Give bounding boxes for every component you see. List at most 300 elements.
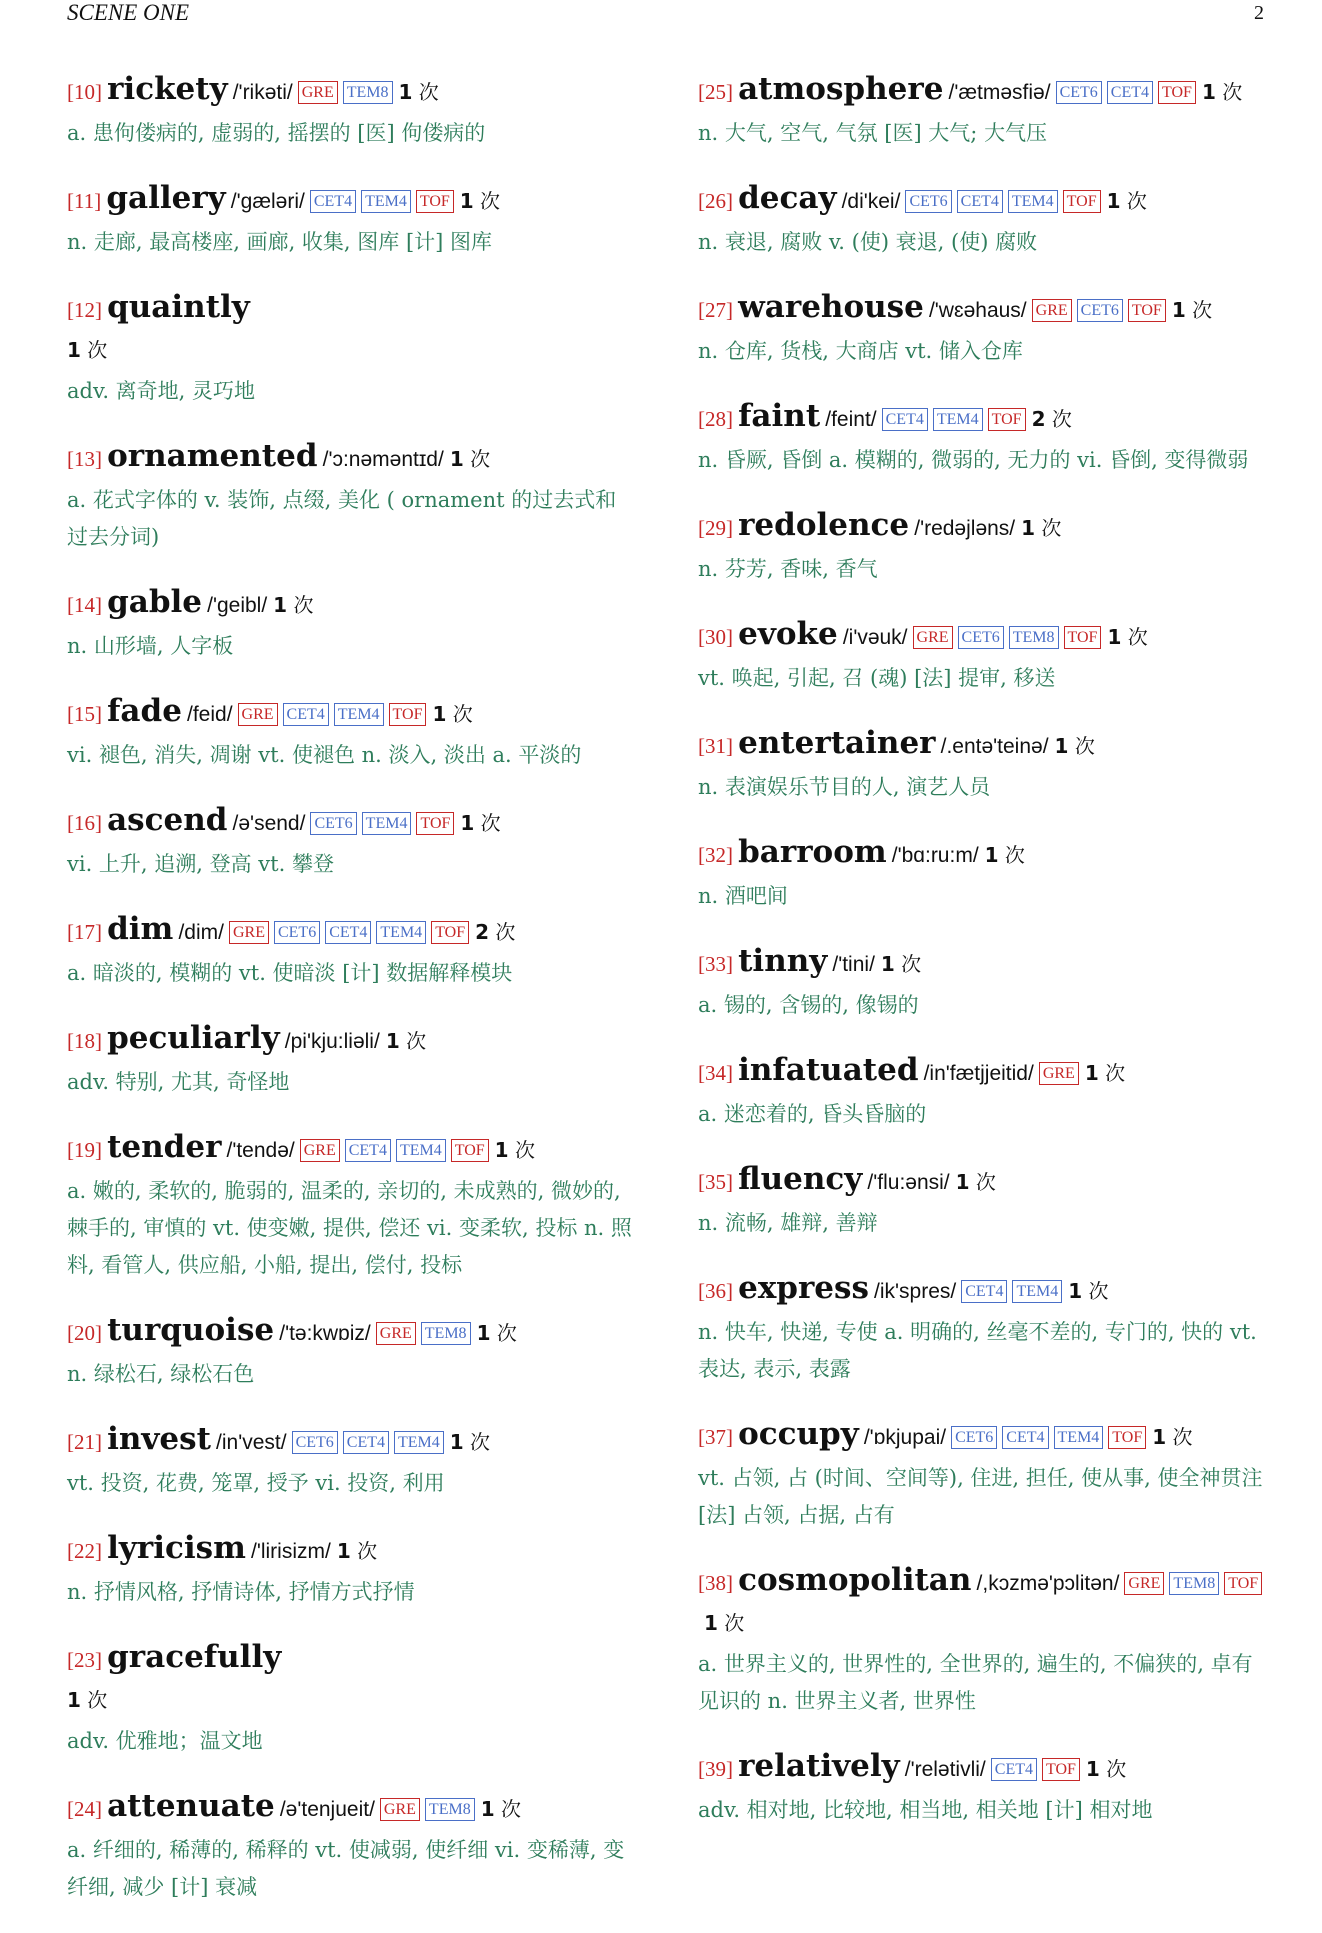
entry-heading: [67, 179, 637, 222]
entry-heading: [67, 1638, 637, 1721]
exam-tag-tem8: TEM8: [343, 81, 393, 104]
page-number: 2: [1254, 2, 1264, 24]
exam-tag-tof: TOF: [451, 1139, 489, 1162]
entry-heading: [698, 1160, 1273, 1203]
entry-heading: [698, 70, 1273, 113]
headword: rickety: [107, 71, 228, 107]
exam-tag-tof: TOF: [1063, 190, 1101, 213]
definition: n. 芬芳, 香味, 香气: [698, 557, 878, 581]
phonetic: /'ɔ:nəməntɪd/: [322, 448, 444, 471]
exam-tag-tof: TOF: [1064, 626, 1102, 649]
exam-tag-tem4: TEM4: [933, 408, 983, 431]
vocab-entry: [698, 1747, 1273, 1829]
entry-heading: [698, 724, 1273, 767]
exam-tag-tem8: TEM8: [1009, 626, 1059, 649]
exam-tag-cet4: CET4: [345, 1139, 391, 1162]
headword: ornamented: [107, 438, 318, 474]
exam-tag-tem4: TEM4: [1012, 1280, 1062, 1303]
page-header: [67, 0, 1264, 34]
exam-tag-tem8: TEM8: [1169, 1572, 1219, 1595]
entry-heading: [698, 288, 1273, 331]
headword: turquoise: [107, 1312, 275, 1348]
headword: gable: [107, 584, 203, 620]
headword: decay: [738, 180, 837, 216]
vocab-entry: [67, 437, 637, 556]
exam-tag-tem4: TEM4: [396, 1139, 446, 1162]
definition: adv. 优雅地；温文地: [67, 1729, 263, 1753]
exam-tag-cet4: CET4: [882, 408, 928, 431]
right-column: [698, 70, 1273, 1856]
headword: redolence: [738, 507, 910, 543]
entry-number: [24]: [67, 1797, 102, 1821]
definition: a. 迷恋着的, 昏头昏脑的: [698, 1102, 927, 1126]
vocab-entry: [698, 833, 1273, 915]
definition: a. 暗淡的, 模糊的 vt. 使暗淡 [计] 数据解释模块: [67, 961, 513, 985]
entry-heading: [67, 910, 637, 953]
exam-tag-tof: TOF: [1224, 1572, 1262, 1595]
frequency-count: 1 次: [1084, 1061, 1126, 1085]
frequency-count: 1 次: [460, 811, 501, 835]
entry-heading: [67, 1420, 637, 1463]
vocab-entry: [698, 506, 1273, 588]
entry-number: [11]: [67, 189, 102, 213]
phonetic: /'redəjləns/: [914, 517, 1016, 540]
entry-number: [18]: [67, 1029, 102, 1053]
headword: lyricism: [107, 1530, 246, 1566]
frequency-count: 1 次: [494, 1138, 535, 1162]
frequency-count: 1 次: [704, 1611, 745, 1635]
definition: vt. 投资, 花费, 笼罩, 授予 vi. 投资, 利用: [67, 1471, 445, 1495]
frequency-count: 1 次: [1171, 298, 1213, 322]
entry-number: [13]: [67, 447, 102, 471]
entry-heading: [698, 1051, 1273, 1094]
headword: atmosphere: [738, 71, 944, 107]
vocab-entry: [698, 724, 1273, 806]
frequency-number: 1: [984, 843, 999, 867]
entry-heading: [67, 583, 637, 626]
entry-heading: [67, 1529, 637, 1572]
phonetic: /dim/: [178, 921, 224, 944]
entry-heading: [698, 1415, 1273, 1458]
frequency-count: 1 次: [1021, 516, 1062, 540]
entry-heading: [67, 801, 637, 844]
headword: infatuated: [738, 1052, 919, 1088]
phonetic: /in'vest/: [216, 1431, 287, 1454]
entry-heading: [698, 615, 1273, 658]
frequency-count: 1 次: [1201, 80, 1243, 104]
entry-heading: [67, 692, 637, 735]
phonetic: /'wɛəhaus/: [928, 299, 1027, 322]
frequency-count: 1 次: [398, 80, 439, 104]
entry-heading: [67, 437, 637, 480]
vocab-entry: [698, 397, 1273, 479]
exam-tag-tof: TOF: [1042, 1758, 1080, 1781]
frequency-number: 1: [1201, 80, 1216, 104]
exam-tag-cet4: CET4: [310, 190, 356, 213]
vocab-entry: [698, 179, 1273, 261]
entry-number: [37]: [698, 1425, 733, 1449]
frequency-number: 1: [273, 593, 288, 617]
exam-tag-cet4: CET4: [961, 1280, 1007, 1303]
headword: barroom: [738, 834, 887, 870]
frequency-number: 1: [704, 1611, 718, 1635]
frequency-count: 1 次: [1054, 734, 1095, 758]
exam-tag-tem4: TEM4: [334, 703, 384, 726]
phonetic: /'tendə/: [226, 1139, 295, 1162]
entry-heading: [67, 288, 637, 371]
exam-tag-gre: GRE: [913, 626, 953, 649]
exam-tag-cet6: CET6: [905, 190, 951, 213]
frequency-count: 1 次: [1085, 1757, 1127, 1781]
vocab-entry: [698, 1051, 1273, 1133]
phonetic: /i'vəuk/: [842, 626, 908, 649]
entry-number: [17]: [67, 920, 102, 944]
entry-number: [10]: [67, 80, 102, 104]
entry-number: [36]: [698, 1279, 733, 1303]
entry-number: [20]: [67, 1321, 102, 1345]
definition: n. 快车, 快递, 专使 a. 明确的, 丝毫不差的, 专门的, 快的 vt. 表达, 表示, 表露: [698, 1320, 1257, 1381]
entry-heading: [67, 70, 637, 113]
frequency-count: 1 次: [432, 702, 473, 726]
frequency-count: 1 次: [336, 1539, 378, 1563]
frequency-count: 1 次: [984, 843, 1025, 867]
frequency-number: 1: [1152, 1425, 1167, 1449]
headword: quaintly: [107, 289, 250, 325]
frequency-count: 1 次: [67, 338, 108, 362]
exam-tag-cet6: CET6: [1056, 81, 1102, 104]
entry-number: [26]: [698, 189, 733, 213]
definition: a. 嫩的, 柔软的, 脆弱的, 温柔的, 亲切的, 未成熟的, 微妙的, 棘手的, 审慎的 vt. 使变嫩, 提供, 偿还 vi. 变柔软, 投标 n. 照料, 看管人, 供应船, 小船, 提出, 偿付, 投标: [67, 1179, 632, 1277]
definition: a. 患佝偻病的, 虚弱的, 摇摆的 [医] 佝偻病的: [67, 121, 486, 145]
vocab-entry: [67, 179, 637, 261]
entry-number: [16]: [67, 811, 102, 835]
entry-heading: [698, 179, 1273, 222]
vocab-entry: [67, 1420, 637, 1502]
entry-heading: [67, 1311, 637, 1354]
entry-number: [22]: [67, 1539, 102, 1563]
exam-tag-cet4: CET4: [1002, 1426, 1048, 1449]
headword: gallery: [106, 180, 226, 216]
entry-number: [21]: [67, 1430, 102, 1454]
vocab-entry: [67, 910, 637, 992]
vocab-entry: [67, 583, 637, 665]
phonetic: /feint/: [825, 408, 877, 431]
phonetic: /feid/: [187, 703, 233, 726]
vocab-entry: [67, 1128, 637, 1284]
definition: n. 仓库, 货栈, 大商店 vt. 储入仓库: [698, 339, 1023, 363]
vocab-entry: [698, 70, 1273, 152]
frequency-number: 1: [476, 1321, 491, 1345]
exam-tag-tof: TOF: [1108, 1426, 1146, 1449]
phonetic: /'rikəti/: [232, 81, 293, 104]
frequency-count: 1 次: [476, 1321, 517, 1345]
vocab-entry: [67, 1529, 637, 1611]
vocab-entry: [67, 1638, 637, 1760]
exam-tag-tof: TOF: [416, 190, 454, 213]
frequency-count: 1 次: [480, 1797, 521, 1821]
exam-tag-gre: GRE: [1032, 299, 1072, 322]
headword: cosmopolitan: [738, 1562, 972, 1598]
exam-tag-gre: GRE: [1039, 1062, 1079, 1085]
vocab-entry: [698, 1561, 1273, 1720]
definition: vt. 占领, 占 (时间、空间等), 住进, 担任, 使从事, 使全神贯注 [法] 占领, 占据, 占有: [698, 1466, 1263, 1527]
exam-tag-cet4: CET4: [991, 1758, 1037, 1781]
headword: warehouse: [738, 289, 924, 325]
frequency-count: 2 次: [475, 920, 516, 944]
headword: gracefully: [107, 1639, 282, 1675]
headword: invest: [107, 1421, 211, 1457]
phonetic: /ik'spres/: [874, 1280, 957, 1303]
exam-tag-tem4: TEM4: [362, 812, 412, 835]
exam-tag-cet4: CET4: [957, 190, 1003, 213]
vocab-entry: [67, 70, 637, 152]
headword: faint: [738, 398, 821, 434]
exam-tag-tem8: TEM8: [425, 1798, 475, 1821]
exam-tag-gre: GRE: [376, 1322, 416, 1345]
definition: n. 衰退, 腐败 v. (使) 衰退, (使) 腐败: [698, 230, 1038, 254]
frequency-number: 1: [880, 952, 895, 976]
entry-heading: [67, 1128, 637, 1171]
phonetic: /'tini/: [832, 953, 875, 976]
headword: tender: [107, 1129, 222, 1165]
exam-tag-tof: TOF: [431, 921, 469, 944]
exam-tag-tof: TOF: [988, 408, 1026, 431]
exam-tag-cet6: CET6: [1077, 299, 1123, 322]
entry-heading: [67, 1019, 637, 1062]
frequency-count: 1 次: [1107, 625, 1148, 649]
vocab-entry: [67, 692, 637, 774]
definition: n. 昏厥, 昏倒 a. 模糊的, 微弱的, 无力的 vi. 昏倒, 变得微弱: [698, 448, 1249, 472]
entry-number: [23]: [67, 1648, 102, 1672]
entry-number: [32]: [698, 843, 733, 867]
exam-tag-cet4: CET4: [283, 703, 329, 726]
frequency-count: 1 次: [1068, 1279, 1109, 1303]
entry-number: [27]: [698, 298, 733, 322]
entry-heading: [698, 833, 1273, 876]
frequency-number: 1: [1171, 298, 1186, 322]
entry-number: [31]: [698, 734, 733, 758]
entry-number: [12]: [67, 298, 102, 322]
frequency-count: 1 次: [1106, 189, 1147, 213]
phonetic: /ə'send/: [232, 812, 306, 835]
phonetic: /pi'kju:liəli/: [284, 1030, 380, 1053]
exam-tag-gre: GRE: [298, 81, 338, 104]
headword: attenuate: [107, 1788, 275, 1824]
frequency-number: 1: [1084, 1061, 1099, 1085]
headword: peculiarly: [107, 1020, 280, 1056]
vocab-entry: [698, 942, 1273, 1024]
definition: a. 世界主义的, 世界性的, 全世界的, 遍生的, 不偏狭的, 卓有见识的 n. 世界主义者, 世界性: [698, 1652, 1253, 1713]
entry-heading: [698, 1269, 1273, 1312]
headword: fade: [107, 693, 182, 729]
frequency-number: 1: [1107, 625, 1122, 649]
phonetic: /'gæləri/: [230, 190, 305, 213]
entry-number: [38]: [698, 1571, 733, 1595]
vocab-entry: [698, 1269, 1273, 1388]
vocab-entry: [67, 1787, 637, 1906]
entry-number: [39]: [698, 1757, 733, 1781]
frequency-number: 1: [460, 811, 475, 835]
exam-tag-tem4: TEM4: [1054, 1426, 1104, 1449]
frequency-number: 1: [336, 1539, 351, 1563]
exam-tag-gre: GRE: [300, 1139, 340, 1162]
exam-tag-cet6: CET6: [951, 1426, 997, 1449]
phonetic: /'ætməsfiə/: [948, 81, 1051, 104]
vocab-entry: [67, 801, 637, 883]
frequency-number: 2: [1031, 407, 1046, 431]
headword: dim: [107, 911, 174, 947]
frequency-count: 1 次: [1152, 1425, 1193, 1449]
headword: relatively: [738, 1748, 900, 1784]
exam-tag-tof: TOF: [416, 812, 454, 835]
definition: n. 流畅, 雄辩, 善辩: [698, 1211, 878, 1235]
frequency-number: 1: [480, 1797, 495, 1821]
definition: vi. 褪色, 消失, 凋谢 vt. 使褪色 n. 淡入, 淡出 a. 平淡的: [67, 743, 582, 767]
definition: adv. 特别, 尤其, 奇怪地: [67, 1070, 290, 1094]
exam-tag-cet4: CET4: [325, 921, 371, 944]
exam-tag-cet6: CET6: [292, 1431, 338, 1454]
entry-number: [14]: [67, 593, 102, 617]
scene-title: SCENE ONE: [67, 0, 190, 25]
frequency-number: 1: [494, 1138, 509, 1162]
definition: adv. 离奇地, 灵巧地: [67, 379, 256, 403]
headword: occupy: [738, 1416, 859, 1452]
frequency-number: 1: [67, 1688, 81, 1712]
headword: tinny: [738, 943, 828, 979]
entry-heading: [67, 1787, 637, 1830]
vocab-entry: [698, 615, 1273, 697]
frequency-count: 1 次: [449, 1430, 491, 1454]
entry-number: [25]: [698, 80, 733, 104]
vocab-entry: [67, 1019, 637, 1101]
entry-number: [28]: [698, 407, 733, 431]
entry-heading: [698, 506, 1273, 549]
exam-tag-cet6: CET6: [310, 812, 356, 835]
exam-tag-tem4: TEM4: [361, 190, 411, 213]
entry-number: [33]: [698, 952, 733, 976]
phonetic: /di'kei/: [841, 190, 901, 213]
frequency-number: 1: [955, 1170, 970, 1194]
phonetic: /'flu:ənsi/: [867, 1171, 950, 1194]
vocab-entry: [698, 1415, 1273, 1534]
exam-tag-cet4: CET4: [343, 1431, 389, 1454]
vocab-entry: [698, 288, 1273, 370]
vocab-entry: [67, 288, 637, 410]
headword: fluency: [738, 1161, 863, 1197]
phonetic: /'ɒkjupai/: [863, 1426, 947, 1449]
headword: ascend: [107, 802, 228, 838]
phonetic: /ə'tenjueit/: [279, 1798, 375, 1821]
frequency-number: 1: [398, 80, 413, 104]
entry-number: [15]: [67, 702, 102, 726]
definition: a. 花式字体的 v. 装饰, 点缀, 美化 ( ornament 的过去式和过去分词): [67, 488, 617, 549]
frequency-number: 1: [1021, 516, 1036, 540]
frequency-count: 1 次: [385, 1029, 427, 1053]
frequency-count: 1 次: [273, 593, 314, 617]
definition: a. 纤细的, 稀薄的, 稀释的 vt. 使减弱, 使纤细 vi. 变稀薄, 变纤细, 减少 [计] 衰减: [67, 1838, 625, 1899]
definition: adv. 相对地, 比较地, 相当地, 相关地 [计] 相对地: [698, 1798, 1153, 1822]
frequency-count: 1 次: [880, 952, 922, 976]
entry-number: [30]: [698, 625, 733, 649]
frequency-number: 1: [1106, 189, 1121, 213]
phonetic: /'geibl/: [207, 594, 268, 617]
exam-tag-gre: GRE: [1124, 1572, 1164, 1595]
entry-heading: [698, 942, 1273, 985]
definition: a. 锡的, 含锡的, 像锡的: [698, 993, 919, 1017]
phonetic: /'relətivli/: [904, 1758, 986, 1781]
definition: n. 酒吧间: [698, 884, 788, 908]
frequency-number: 1: [67, 338, 81, 362]
exam-tag-gre: GRE: [380, 1798, 420, 1821]
frequency-count: 1 次: [449, 447, 491, 471]
headword: entertainer: [738, 725, 936, 761]
frequency-number: 1: [459, 189, 474, 213]
frequency-number: 1: [449, 1430, 464, 1454]
definition: n. 走廊, 最高楼座, 画廊, 收集, 图库 [计] 图库: [67, 230, 493, 254]
headword: express: [738, 1270, 869, 1306]
exam-tag-tem4: TEM4: [394, 1431, 444, 1454]
definition: n. 表演娱乐节目的人, 演艺人员: [698, 775, 991, 799]
exam-tag-gre: GRE: [238, 703, 278, 726]
definition: n. 绿松石, 绿松石色: [67, 1362, 255, 1386]
exam-tag-tof: TOF: [1128, 299, 1166, 322]
frequency-number: 1: [385, 1029, 400, 1053]
frequency-number: 1: [1068, 1279, 1083, 1303]
exam-tag-cet6: CET6: [958, 626, 1004, 649]
phonetic: /.entə'teinə/: [940, 735, 1049, 758]
definition: n. 山形墙, 人字板: [67, 634, 234, 658]
phonetic: /,kɔzmə'pɔlitən/: [976, 1572, 1120, 1595]
exam-tag-tem4: TEM4: [1008, 190, 1058, 213]
frequency-count: 2 次: [1031, 407, 1072, 431]
headword: evoke: [738, 616, 838, 652]
definition: n. 大气, 空气, 气氛 [医] 大气; 大气压: [698, 121, 1048, 145]
exam-tag-tem8: TEM8: [421, 1322, 471, 1345]
left-column: [67, 70, 637, 1933]
exam-tag-tof: TOF: [389, 703, 427, 726]
exam-tag-tem4: TEM4: [376, 921, 426, 944]
frequency-count: 1 次: [67, 1688, 108, 1712]
vocab-entry: [698, 1160, 1273, 1242]
exam-tag-gre: GRE: [229, 921, 269, 944]
frequency-count: 1 次: [459, 189, 501, 213]
phonetic: /'tə:kwɒiz/: [279, 1322, 371, 1345]
entry-number: [34]: [698, 1061, 733, 1085]
phonetic: /in'fætjjeitid/: [923, 1062, 1034, 1085]
entry-heading: [698, 397, 1273, 440]
exam-tag-tof: TOF: [1158, 81, 1196, 104]
frequency-number: 1: [449, 447, 464, 471]
exam-tag-cet6: CET6: [274, 921, 320, 944]
frequency-count: 1 次: [955, 1170, 996, 1194]
definition: vt. 唤起, 引起, 召 (魂) [法] 提审, 移送: [698, 666, 1056, 690]
entry-heading: [698, 1561, 1273, 1644]
phonetic: /'lirisizm/: [251, 1540, 331, 1563]
phonetic: /'bɑ:ru:m/: [891, 844, 979, 867]
frequency-number: 1: [1085, 1757, 1100, 1781]
entry-number: [35]: [698, 1170, 733, 1194]
frequency-number: 2: [475, 920, 490, 944]
exam-tag-cet4: CET4: [1107, 81, 1153, 104]
frequency-number: 1: [432, 702, 447, 726]
entry-heading: [698, 1747, 1273, 1790]
entry-number: [29]: [698, 516, 733, 540]
vocab-entry: [67, 1311, 637, 1393]
frequency-number: 1: [1054, 734, 1069, 758]
definition: vi. 上升, 追溯, 登高 vt. 攀登: [67, 852, 334, 876]
definition: n. 抒情风格, 抒情诗体, 抒情方式抒情: [67, 1580, 415, 1604]
entry-number: [19]: [67, 1138, 102, 1162]
